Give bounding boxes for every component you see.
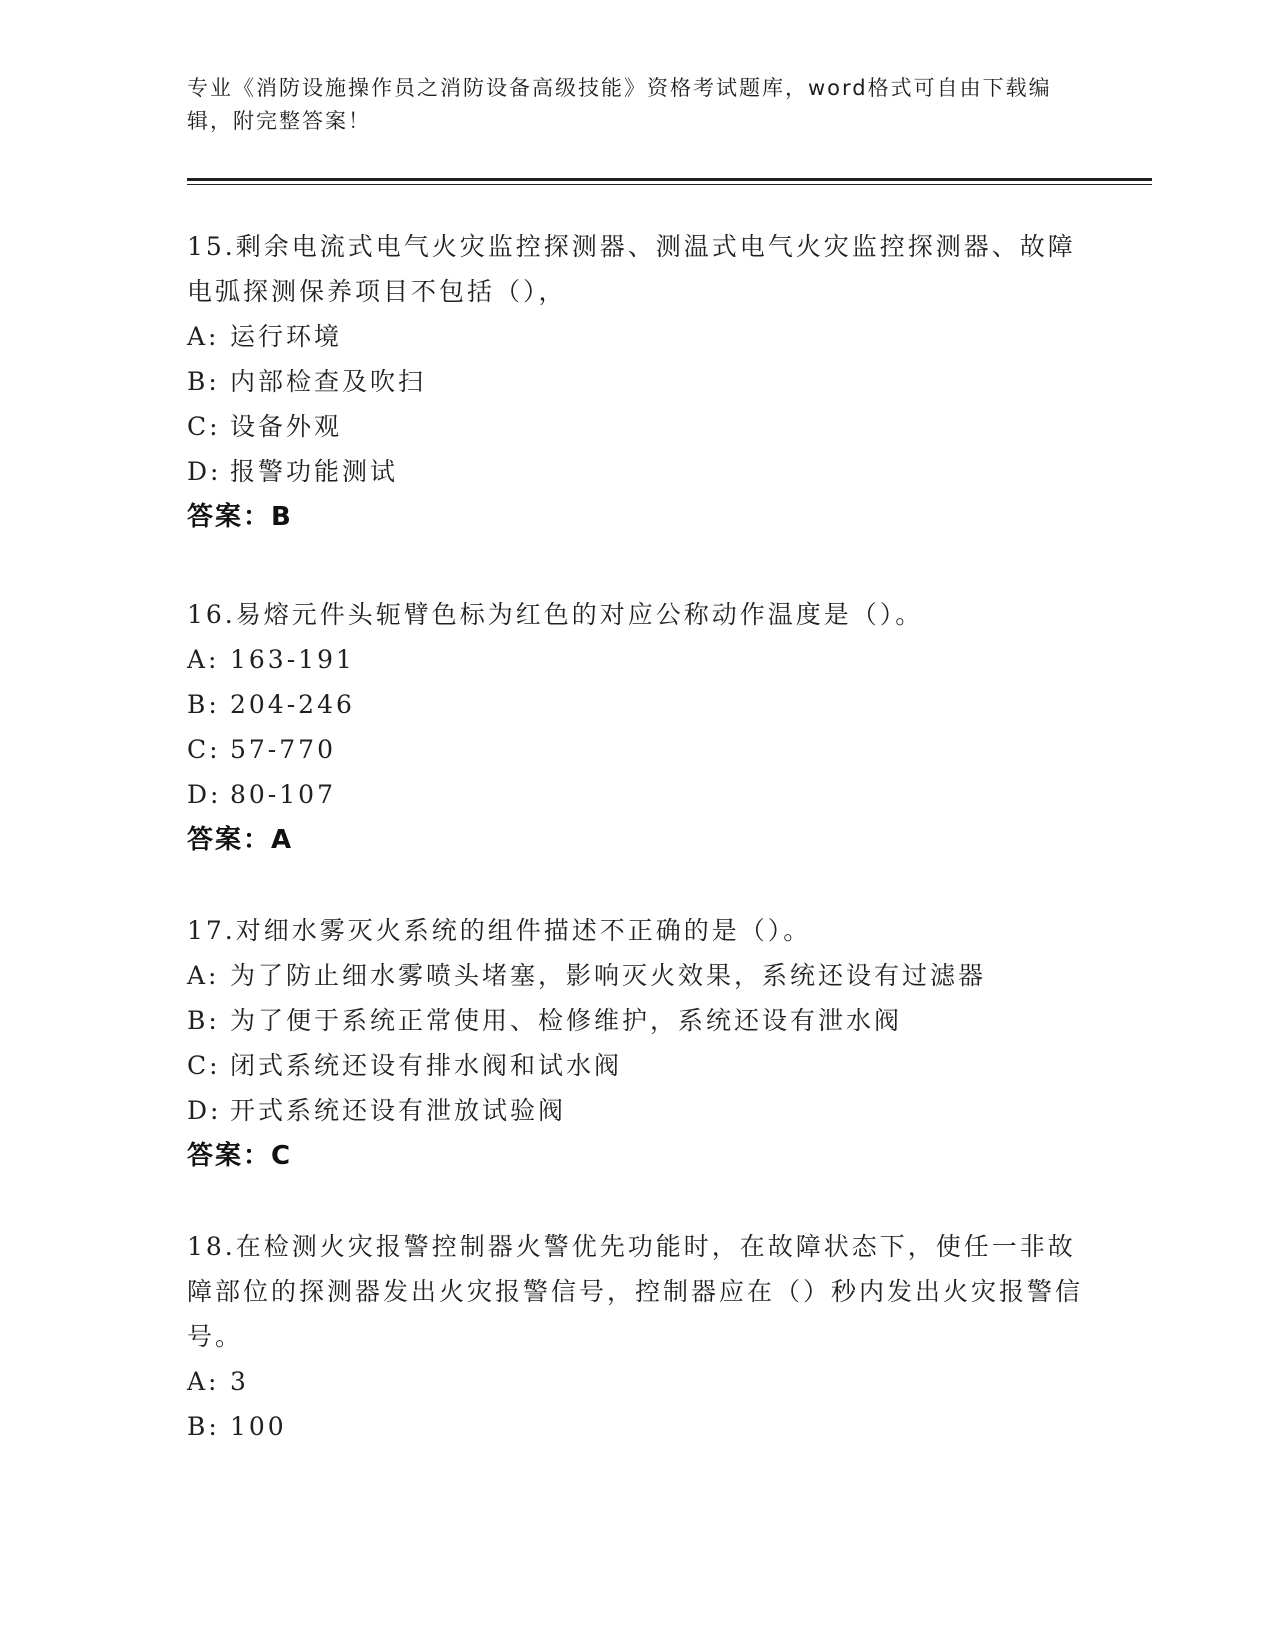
option-letter: D: bbox=[187, 457, 222, 486]
option-c bbox=[187, 404, 1087, 449]
question-18 bbox=[187, 1224, 1087, 1449]
option-a bbox=[187, 953, 1087, 998]
option-text: 为了防止细水雾喷头堵塞，影响灭火效果，系统还设有过滤器 bbox=[230, 961, 987, 990]
question-16 bbox=[187, 592, 1087, 863]
answer-label: 答案：C bbox=[187, 1141, 293, 1171]
option-text: 开式系统还设有泄放试验阀 bbox=[230, 1096, 567, 1125]
option-c bbox=[187, 1043, 1087, 1088]
option-text: 为了便于系统正常使用、检修维护，系统还设有泄水阀 bbox=[230, 1006, 903, 1035]
option-a bbox=[187, 1359, 1087, 1404]
option-letter: B: bbox=[187, 690, 220, 719]
option-letter: C: bbox=[187, 735, 221, 764]
option-letter: C: bbox=[187, 412, 221, 441]
option-text: 57-770 bbox=[230, 735, 336, 764]
document-header-note: 专业《消防设施操作员之消防设备高级技能》资格考试题库，word格式可自由下载编辑，附完整答案！ bbox=[187, 76, 1052, 133]
option-letter: C: bbox=[187, 1051, 221, 1080]
option-letter: B: bbox=[187, 1412, 220, 1441]
option-text: 闭式系统还设有排水阀和试水阀 bbox=[230, 1051, 623, 1080]
option-letter: D: bbox=[187, 780, 222, 809]
option-c bbox=[187, 727, 1087, 772]
option-text: 163-191 bbox=[230, 645, 355, 674]
option-d bbox=[187, 772, 1087, 817]
option-letter: A: bbox=[187, 322, 220, 351]
header-divider-thin bbox=[187, 184, 1152, 185]
question-15 bbox=[187, 224, 1087, 540]
option-b bbox=[187, 1404, 1087, 1449]
option-text: 设备外观 bbox=[230, 412, 343, 441]
option-d bbox=[187, 449, 1087, 494]
option-text: 3 bbox=[230, 1367, 249, 1396]
option-letter: B: bbox=[187, 1006, 220, 1035]
option-text: 内部检查及吹扫 bbox=[230, 367, 427, 396]
question-stem: 18.在检测火灾报警控制器火警优先功能时，在故障状态下，使任一非故障部位的探测器发出火灾报警信号，控制器应在（）秒内发出火灾报警信号。 bbox=[187, 1232, 1084, 1351]
question-stem: 16.易熔元件头轭臂色标为红色的对应公称动作温度是（）。 bbox=[187, 600, 924, 629]
option-text: 报警功能测试 bbox=[230, 457, 399, 486]
option-letter: B: bbox=[187, 367, 220, 396]
option-text: 204-246 bbox=[230, 690, 355, 719]
option-letter: A: bbox=[187, 961, 220, 990]
option-b bbox=[187, 359, 1087, 404]
header-divider-thick bbox=[187, 178, 1152, 181]
option-a bbox=[187, 314, 1087, 359]
option-a bbox=[187, 637, 1087, 682]
answer-label: 答案：A bbox=[187, 825, 294, 855]
question-stem: 17.对细水雾灭火系统的组件描述不正确的是（）。 bbox=[187, 916, 812, 945]
option-b bbox=[187, 682, 1087, 727]
option-b bbox=[187, 998, 1087, 1043]
option-text: 运行环境 bbox=[230, 322, 343, 351]
question-stem: 15.剩余电流式电气火灾监控探测器、测温式电气火灾监控探测器、故障电弧探测保养项目不包括（）， bbox=[187, 232, 1076, 306]
option-text: 80-107 bbox=[230, 780, 336, 809]
answer-label: 答案：B bbox=[187, 502, 293, 532]
option-letter: A: bbox=[187, 1367, 220, 1396]
option-text: 100 bbox=[230, 1412, 287, 1441]
option-d bbox=[187, 1088, 1087, 1133]
option-letter: D: bbox=[187, 1096, 222, 1125]
option-letter: A: bbox=[187, 645, 220, 674]
question-17 bbox=[187, 908, 1087, 1179]
